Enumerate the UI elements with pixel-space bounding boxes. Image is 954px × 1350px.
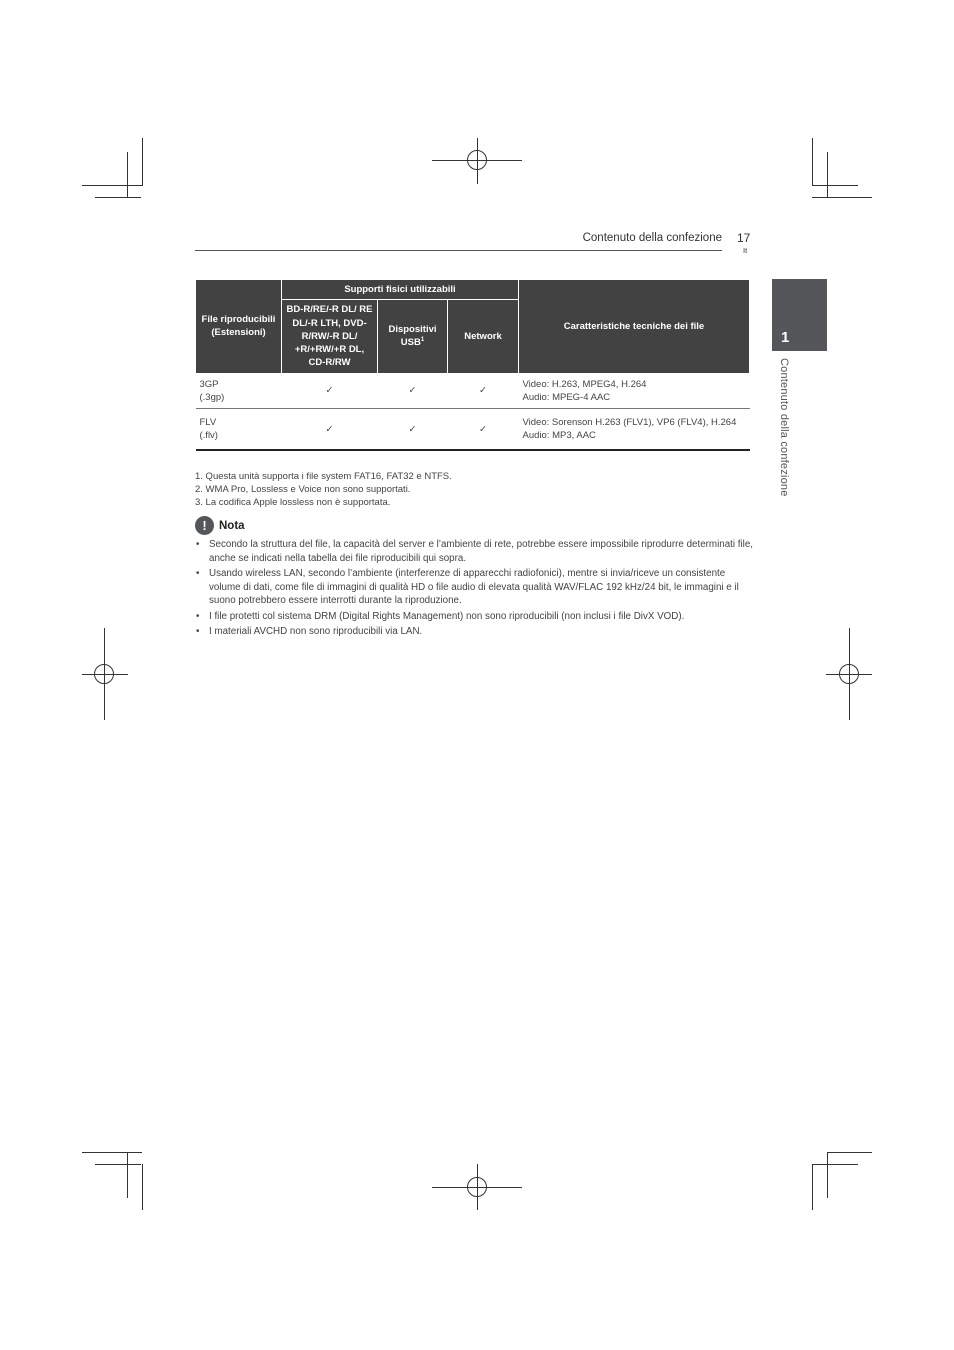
spec-video: Video: H.263, MPEG4, H.264 [522,378,647,390]
header-rule [195,250,722,251]
note-title: Nota [219,519,245,532]
file-extension: (.3gp) [199,391,225,403]
file-extension: (.flv) [199,430,218,442]
footnote: 3. La codifica Apple lossless non è supportata. [195,497,391,508]
note-text: Secondo la struttura del file, la capacità del server e l’ambiente di rete, potrebbe essere impossibile riprodurre determinati file, anche se indicati nella tabella dei file riproducibili qui sopra. [209,539,754,564]
note-text: Usando wireless LAN, secondo l’ambiente (interferenze di apparecchi radiofonici), mentre si invia/riceve un consistente volume di dati, come file di immagini di qualità HD o file audio di elevata qualità WAV/FLAC 192 kHz/24 bit, le immagini e il suono potrebbero essere interrotti durante la riproduzione. [209,568,739,606]
footnote: 1. Questa unità supporta i file system FAT16, FAT32 e NTFS. [195,471,452,482]
check-mark-icon: ✓ [282,409,378,451]
page-language: It [743,246,748,255]
chapter-number: 1 [781,329,790,346]
table-row [196,373,750,408]
col-group-header: Supporti fisici utilizzabili [282,280,519,300]
table-row [196,409,750,451]
col-header-file: File riproducibili (Estensioni) [196,280,282,374]
bullet-icon: • [196,610,200,622]
col-header-disc: BD-R/RE/-R DL/ RE DL/-R LTH, DVD-R/RW/-R DL/ +R/+RW/+R DL, CD-R/RW [282,300,378,373]
exclamation-icon: ! [195,516,214,535]
col-header-network: Network [448,300,519,373]
note-text: I materiali AVCHD non sono riproducibili via LAN. [209,626,423,637]
file-cell [196,373,282,408]
list-item [195,567,755,608]
check-mark-icon: ✓ [378,373,448,408]
footnote: 2. WMA Pro, Lossless e Voice non sono supportati. [195,484,411,495]
file-type: 3GP [199,378,219,390]
chapter-tab [772,279,827,351]
bullet-icon: • [196,626,200,637]
col-header-usb [378,300,448,373]
file-cell [196,409,282,451]
spec-cell [519,373,750,408]
note-heading [195,516,245,535]
check-mark-icon: ✓ [448,373,519,408]
note-list [195,538,755,641]
file-type: FLV [199,417,217,428]
col-header-usb-label: Dispositivi USB [388,324,437,349]
check-mark-icon: ✓ [282,373,378,408]
chapter-side-label: Contenuto della confezione [778,358,790,497]
check-mark-icon: ✓ [378,409,448,451]
playable-files-table [195,279,750,451]
spec-cell [519,409,750,451]
page-number: 17 [737,231,751,245]
spec-video: Video: Sorenson H.263 (FLV1), VP6 (FLV4), H.264 [522,417,737,428]
col-header-specs: Caratteristiche tecniche dei file [519,280,750,374]
running-header-title: Contenuto della confezione [582,232,722,244]
footnotes [195,470,452,509]
spec-audio: Audio: MPEG-4 AAC [522,391,611,403]
list-item [195,610,755,624]
note-text: I file protetti col sistema DRM (Digital Rights Management) non sono riproducibili (non inclusi i file DivX VOD). [209,610,685,622]
list-item [195,538,755,565]
footnote-ref-1: 1 [420,337,425,344]
spec-audio: Audio: MP3, AAC [522,430,596,442]
bullet-icon: • [196,568,200,579]
check-mark-icon: ✓ [448,409,519,451]
list-item [195,625,755,639]
bullet-icon: • [196,539,200,550]
